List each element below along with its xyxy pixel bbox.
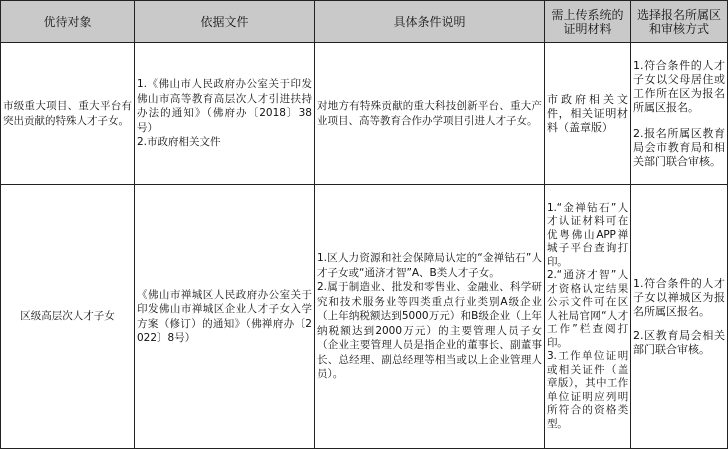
row1-condition-1: 对地方有特殊贡献的重大科技创新平台、重大产业项目、高等教育合作办学项目引进人才子女。 [317,100,542,127]
row1-method-2: 2.报名所属区教育局会市教育局和相关部门联合审核。 [633,126,725,168]
row1-doc-2: 2.市政府相关文件 [137,136,221,149]
table-row [1,185,728,449]
row2-conditions [315,185,545,449]
row2-material-3: 3.工作单位证明或相关证件（盖章版），其中工作单位证明应列明所符合的资格类型。 [547,350,628,430]
row1-conditions [315,43,545,185]
row2-materials [545,185,631,449]
header-target: 优待对象 [1,1,135,43]
row1-doc-1: 1.《佛山市人民政府办公室关于印发佛山市高等教育高层次人才引进扶持办法的通知》（佛府办〔2018〕38号） [137,78,312,134]
row1-method [631,43,728,185]
row2-target: 区级高层次人才子女 [1,185,135,449]
row2-method-1: 1.符合条件的人才子女以禅城区为报名所属区报名。 [633,276,725,318]
row1-method-1: 1.符合条件的人才子女以父母居住或工作所在区为报名所属区报名。 [633,58,725,114]
table-header-row [1,1,728,43]
row2-condition-1: 1.区人力资源和社会保障局认定的“金禅钻石”人才子女或“通济才智”A、B类人才子女。 [317,252,542,279]
row2-method-2: 2.区教育局会相关部门联合审核。 [633,328,725,356]
header-materials: 需上传系统的证明材料 [545,1,631,43]
row1-materials [545,43,631,185]
row1-target: 市级重大项目、重大平台有突出贡献的特殊人才子女。 [1,43,135,185]
header-docs: 依据文件 [135,1,315,43]
row2-material-2: 2.“通济才智”人才资格认定结果公示文件可在区人社局官网“人才工作”栏查阅打印。 [547,269,628,349]
table-row [1,43,728,185]
header-conditions: 具体条件说明 [315,1,545,43]
header-method: 选择报名所属区和审核方式 [631,1,728,43]
row1-docs [135,43,315,185]
row2-material-1: 1.“金禅钻石”人才认证材料可在优粤佛山APP禅城子平台查询打印。 [547,201,628,268]
row2-doc-1: 《佛山市禅城区人民政府办公室关于印发佛山市禅城区企业人才子女入学方案（修订）的通知》（佛禅府办〔2022〕8号） [137,288,312,344]
row2-docs [135,185,315,449]
row1-material-1: 市政府相关文件，相关证明材料（盖章版） [547,92,628,134]
row2-condition-2: 2.属于制造业、批发和零售业、金融业、科学研究和技术服务业等四类重点行业类别A级企业（上年纳税额达到5000万元）和B级企业（上年纳税额达到2000万元）的主要管理人员子女（企业主要管理人员是指企业的董事长、副董事长、总经理、副总经理等相当或以上企业管理人员）。 [317,281,542,381]
row2-method [631,185,728,449]
